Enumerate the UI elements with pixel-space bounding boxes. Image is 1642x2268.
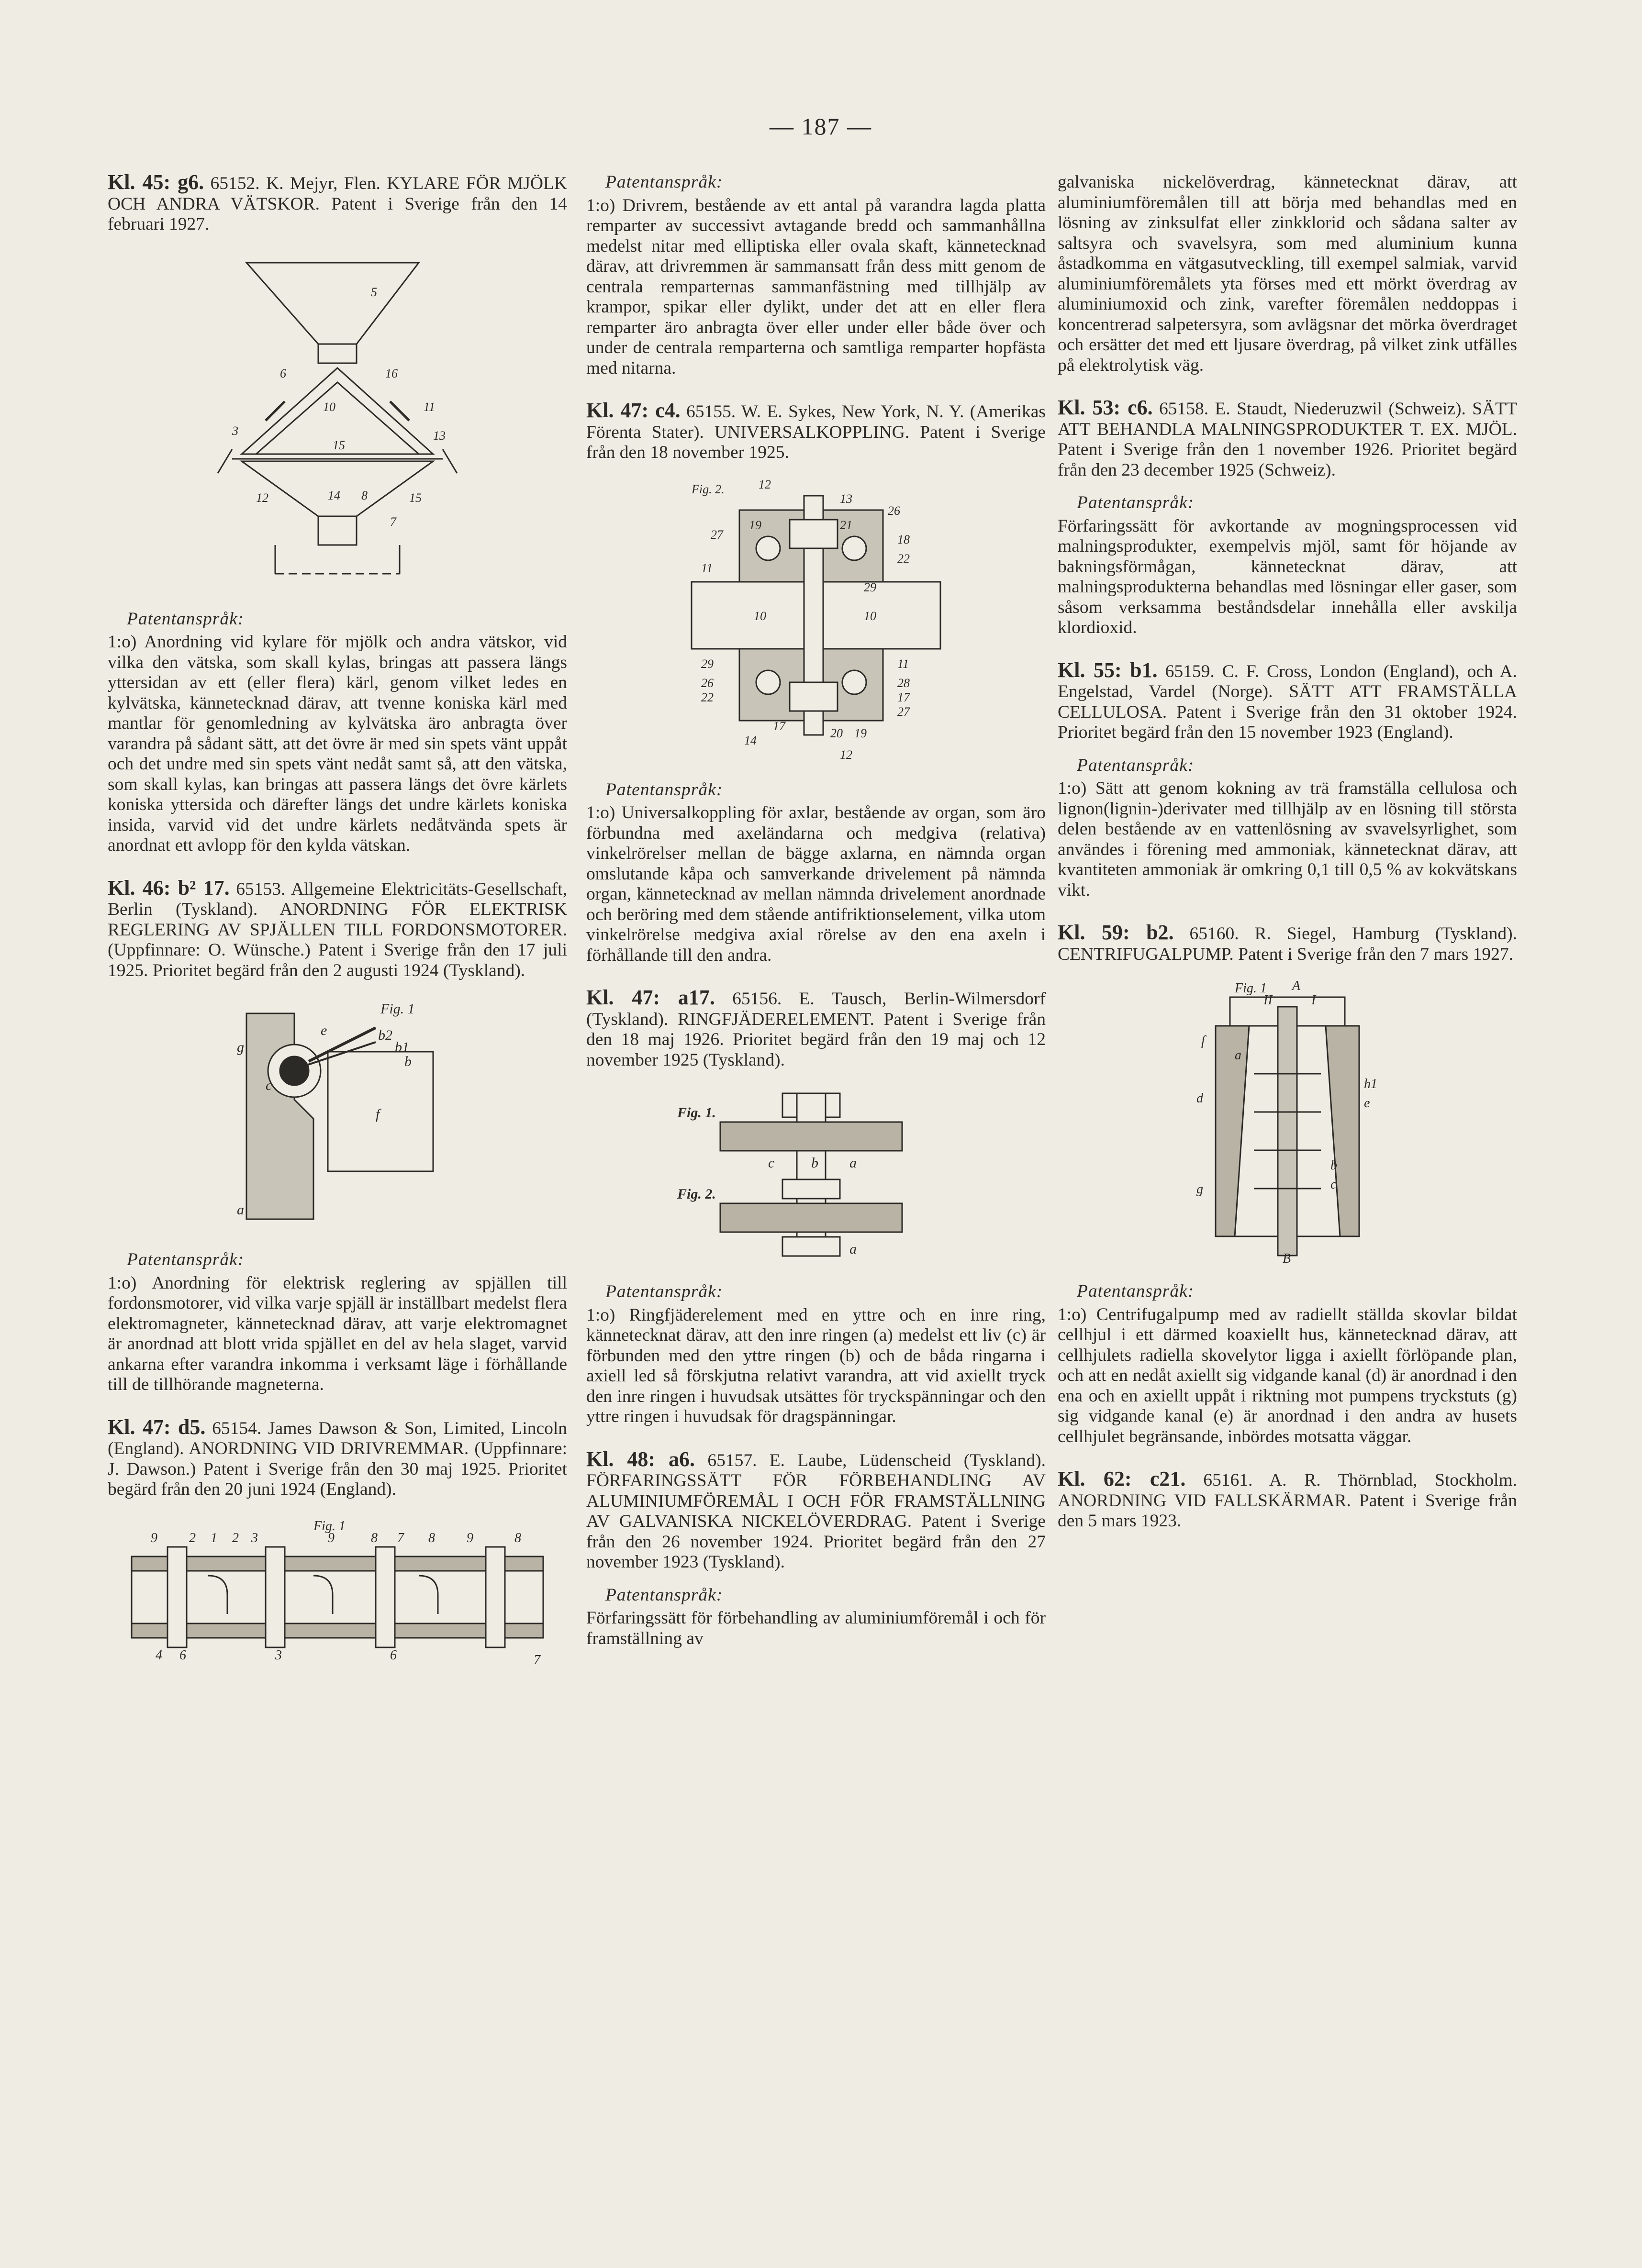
patent-entry-65159: [1058, 660, 1517, 901]
fig-label: B: [1283, 1251, 1291, 1265]
fig-label: Fig. 2.: [692, 482, 725, 496]
claim-continuation: galvaniska nickelöverdrag, kännetecknat därav, att aluminiumföremålen till att börja med behandlas med en lösning av zinksulfat eller zinkklorid och sådana salter av saltsyra och svavelsyra, som med aluminium kunna åstadkomma en vätgasutveckling, till exempel salmiak, varvid aluminiumföremålets yta förses med ett mörkt överdrag av aluminiumoxid och zink, varefter föremålen neddoppas i koncentrerad salpetersyra, som avlägsnar det mörka överdraget och ersätter det med ett ljusare överdrag, på vilket zink utfälles på elektrolytisk väg.: [1058, 172, 1517, 375]
fig-label: c: [266, 1078, 272, 1093]
fig-label: 12: [840, 747, 852, 762]
fig-label: a: [849, 1155, 857, 1171]
patent-entry-65154-claim: [586, 172, 1046, 378]
fig-label: Fig. 2.: [677, 1186, 716, 1202]
claim-text: Förfaringssätt för förbehandling av aluminiumföremål i och för framställning av: [586, 1608, 1046, 1648]
fig-label: 4: [156, 1647, 162, 1663]
fig-label: 28: [897, 676, 910, 690]
fig-label: e: [1364, 1096, 1370, 1111]
patent-entry-65156: [586, 988, 1046, 1427]
fig-label: 6: [280, 366, 286, 380]
fig-label: Fig. 1.: [677, 1105, 716, 1121]
fig-label: 9: [151, 1530, 157, 1545]
claim-text: 1:o) Anordning för elektrisk reglering av spjällen till fordonsmotorer, vid vilka varje spjäll är inställbart medelst flera elektromagneter, kännetecknad därav, att varje elektromagnet är anordnad att blott vrida spjället en del av hela slaget, varvid ankarna efter varandra inkomma i verksamt läge i förhållande till de tillhörande magneterna.: [108, 1273, 567, 1394]
claim-text: Förfaringssätt för avkortande av mogningsprocessen vid malningsprodukter, exempelvis mjöl, samt för höjande av bakningsförmågan, kännetecknat därav, att malningsprodukterna behandlas med lösningar eller gaser, som såsom verksamma beståndsdelar innehålla eller avskilja klordioxid.: [1058, 516, 1517, 637]
class-label: Kl. 46: b² 17.: [108, 876, 230, 900]
spring-figure: [672, 1084, 960, 1266]
fig-label: 12: [759, 477, 771, 491]
fig-label: b2: [378, 1027, 392, 1043]
patent-entry-65154: [108, 1417, 567, 1671]
fig-label: Fig. 1: [1235, 981, 1267, 996]
fig-label: 15: [409, 490, 422, 505]
fig-label: 7: [534, 1652, 540, 1668]
claim-heading: Patentanspråk:: [605, 779, 723, 800]
column-2: [586, 172, 1046, 1671]
fig-label: 3: [275, 1647, 282, 1663]
fig-label: a: [849, 1241, 857, 1257]
fig-label: 21: [840, 518, 852, 532]
fig-label: 7: [390, 514, 396, 529]
fig-label: b: [1330, 1158, 1337, 1173]
fig-label: 17: [773, 719, 785, 733]
claim-heading: Patentanspråk:: [127, 609, 245, 629]
fig-label: b1: [395, 1039, 409, 1055]
fig-label: 18: [897, 532, 910, 546]
entry-text: 65159. C. F. Cross, London (England), och A. Engelstad, Vardel (Norge). SÄTT ATT FRAMSTÄLLA CELLULOSA. Patent i Sverige från den 31 oktober 1924. Prioritet begärd från den 15 november 1923 (England).: [1058, 661, 1518, 742]
fig-label: Fig. 1: [313, 1518, 346, 1534]
fig-label: b: [404, 1054, 412, 1069]
fig-label: Fig. 1: [380, 1001, 415, 1017]
patent-entry-65158: [1058, 398, 1517, 638]
fig-label: 26: [888, 503, 900, 518]
fig-label: 10: [754, 609, 766, 623]
class-label: Kl. 55: b1.: [1058, 658, 1158, 682]
entry-text: 65154. James Dawson & Son, Limited, Lincoln (England). ANORDNING VID DRIVREMMAR. (Uppfinnare: J. Dawson.) Patent i Sverige från den 30 maj 1925. Prioritet begärd från den 20 juni 1924 (England).: [108, 1418, 568, 1499]
cooler-figure: [213, 248, 462, 593]
fig-label: 13: [433, 428, 446, 443]
patent-entry-65160: [1058, 923, 1517, 1447]
fig-label: 11: [424, 400, 436, 414]
fig-label: 14: [328, 488, 340, 502]
claim-text: 1:o) Anordning vid kylare för mjölk och andra vätskor, vid vilka den vätska, som skall kylas, bringas att passera längs yttersidan av ett (eller flera) kärl, genom vilket ledes en kylvätska, kännetecknad därav, att tvenne koniska kärl med mantlar för genomledning av kylvätska äro anbragta över varandra på sådant sätt, att det övre är med sin spets vänt uppåt och det undre med sin spets vänt nedåt samt så, att den vätska, som skall kylas, kan bringas att passera längs det övre kärlets koniska yttersida och därefter längs det undre kärlets koniska insida, varvid vid det undre kärlets nedåtvända spets är anordnat ett avlopp för den kylda vätskan.: [108, 632, 567, 855]
belt-figure: [122, 1513, 553, 1671]
fig-label: 9: [328, 1530, 335, 1545]
fig-label: 5: [371, 285, 377, 299]
entry-text: 65153. Allgemeine Elektricitäts-Gesellschaft, Berlin (Tyskland). ANORDNING FÖR ELEKTRISK REGLERING AV SPJÄLLEN TILL FORDONSMOTORER. (Uppfinnare: O. Wünsche.) Patent i Sverige från den 17 juli 1925. Prioritet begärd från den 2 augusti 1924 (Tyskland).: [108, 879, 567, 980]
claim-text: 1:o) Drivrem, bestående av ett antal på varandra lagda platta remparter av successivt avtagande bredd och sammanhållna medelst nitar med elliptiska eller ovala skaft, kännetecknad därav, att drivremmen är sammansatt från dess mitt genom de centrala remparternas sammanfästning med tillhjälp av krampor, spikar eller dylikt, under det att en eller flera remparter äro anbragta över eller under eller både över och under de centrala remparterna och samtliga remparter hopfästa med nitarna.: [586, 195, 1046, 378]
entry-text: 65157. E. Laube, Lüdenscheid (Tyskland). FÖRFARINGSSÄTT FÖR FÖRBEHANDLING AV ALUMINIUMFÖREMÅL I OCH FÖR FRAMSTÄLLNING AV GALVANISKA NICKELÖVERDRAG. Patent i Sverige från den 26 november 1924. Prioritet begärd från den 27 november 1923 (Tyskland).: [586, 1450, 1046, 1572]
claim-heading: Patentanspråk:: [605, 1282, 723, 1301]
class-label: Kl. 53: c6.: [1058, 396, 1153, 419]
column-1: [108, 172, 567, 1693]
fig-label: 8: [514, 1530, 521, 1545]
fig-label: 17: [897, 690, 910, 704]
patent-entry-65152: [108, 172, 567, 856]
fig-label: f: [1201, 1034, 1205, 1048]
class-label: Kl. 45: g6.: [108, 170, 204, 194]
fig-label: 22: [701, 690, 714, 704]
claim-heading: Patentanspråk:: [1077, 493, 1195, 512]
class-label: Kl. 48: a6.: [586, 1447, 695, 1471]
patent-entry-65157-continued: [1058, 172, 1517, 376]
pump-figure: [1187, 978, 1388, 1265]
fig-label: 3: [232, 423, 238, 438]
claim-heading: Patentanspråk:: [605, 172, 723, 192]
fig-label: 29: [701, 656, 714, 671]
patent-entry-65153: [108, 878, 567, 1395]
fig-label: b: [811, 1155, 818, 1171]
class-label: Kl. 59: b2.: [1058, 921, 1174, 944]
fig-label: a: [237, 1202, 244, 1218]
entry-text: 65161. A. R. Thörnblad, Stockholm. ANORDNING VID FALLSKÄRMAR. Patent i Sverige från den 5 mars 1923.: [1058, 1470, 1518, 1531]
fig-label: 9: [467, 1530, 473, 1545]
fig-label: 6: [179, 1647, 186, 1663]
claim-text: 1:o) Universalkoppling för axlar, bestående av organ, som äro förbundna med axeländarna och medgiva (relativa) vinkelrörelser mellan de bägge axlarna, en nämnda organ omslutande kåpa och samverkande drivelement på nämnda organ, kännetecknad av mellan nämnda drivelement anordnade och beröring med dem stående antifriktionselement, vilka utom vinkelrörelse medgiva axial rörelse av den ena axeln i förhållande till den andra.: [586, 803, 1046, 965]
fig-label: 15: [333, 438, 345, 452]
fig-label: 27: [711, 527, 723, 542]
class-label: Kl. 47: d5.: [108, 1415, 206, 1439]
claim-text: 1:o) Centrifugalpump med av radiellt ställda skovlar bildat cellhjul i ett därmed koaxiellt hus, kännetecknad därav, att cellhjulets radiella skovelytor ligga i axiellt förlöpande plan, och att en nedåt axiellt sig vidgande kanal (d) är anordnad i den ena och en axiellt uppåt i riktning mot pumpens tryckstuts (g) sig vidgande kanal (e) är anordnad i den andra av husets cellhjulet begränsande, inbördes motsatta väggar.: [1058, 1304, 1517, 1446]
patent-entry-65155: [586, 400, 1046, 966]
fig-label: 1: [211, 1530, 217, 1545]
fig-label: A: [1292, 978, 1301, 993]
fig-label: d: [1196, 1091, 1203, 1106]
class-label: Kl. 47: a17.: [586, 986, 715, 1009]
fig-label: f: [376, 1106, 380, 1122]
fig-label: c: [1330, 1177, 1337, 1192]
entry-text: 65160. R. Siegel, Hamburg (Tyskland). CENTRIFUGALPUMP. Patent i Sverige från den 7 mars 1927.: [1058, 924, 1517, 964]
patent-entry-65161: [1058, 1469, 1517, 1532]
claim-text: 1:o) Sätt att genom kokning av trä framställa cellulosa och lignon(lignin-)derivater med tillhjälp av en lösning till största delen bestående av en vattenlösning av svavelsyrlighet, som användes i förening med ammoniak, kännetecknat därav, att kvantiteten ammoniak är omkring 0,1 till 0,5 % av kokvätskans vikt.: [1058, 778, 1517, 900]
fig-label: 19: [749, 518, 761, 532]
fig-label: 19: [854, 726, 867, 740]
entry-text: 65158. E. Staudt, Niederuzwil (Schweiz). SÄTT ATT BEHANDLA MALNINGSPRODUKTER T. EX. MJÖL. Patent i Sverige från den 1 november 1926. Prioritet begärd från den 23 december 1925 (Schweiz).: [1058, 399, 1517, 480]
class-label: Kl. 47: c4.: [586, 399, 681, 422]
fig-label: a: [1235, 1048, 1241, 1063]
fig-label: 3: [251, 1530, 258, 1545]
fig-label: 29: [864, 580, 876, 594]
claim-heading: Patentanspråk:: [1077, 755, 1195, 775]
fig-label: II: [1263, 993, 1273, 1008]
fig-label: 13: [840, 491, 852, 506]
class-label: Kl. 62: c21.: [1058, 1467, 1186, 1490]
fig-label: 11: [897, 656, 909, 671]
fig-label: 6: [390, 1647, 397, 1663]
entry-text: 65155. W. E. Sykes, New York, N. Y. (Amerikas Förenta Stater). UNIVERSALKOPPLING. Patent i Sverige från den 18 november 1925.: [586, 402, 1046, 462]
claim-text: 1:o) Ringfjäderelement med en yttre och en inre ring, kännetecknat därav, att den inre ringen (a) medelst ett liv (c) är förbunden med den yttre ringen (b) och de båda ringarna i axiell led så förskjutna relativt varandra, att vid axiellt tryck den inre ringen i huvudsak utsättes för tryckspänningar och den yttre ringen i huvudsak för dragspänningar.: [586, 1305, 1046, 1426]
fig-label: g: [1196, 1182, 1203, 1197]
page-number: — 187 —: [770, 113, 872, 140]
fig-label: 12: [256, 490, 268, 505]
fig-label: 27: [897, 704, 910, 719]
column-3: [1058, 172, 1517, 1554]
entry-text: 65156. E. Tausch, Berlin-Wilmersdorf (Tyskland). RINGFJÄDERELEMENT. Patent i Sverige från den 18 maj 1926. Prioritet begärd från den 19 maj och 12 november 1925 (Tyskland).: [586, 989, 1046, 1070]
patent-entry-65157: [586, 1449, 1046, 1649]
fig-label: I: [1311, 993, 1316, 1008]
fig-label: c: [768, 1155, 775, 1171]
fig-label: 26: [701, 676, 714, 690]
claim-heading: Patentanspråk:: [1077, 1281, 1195, 1301]
damper-figure: [218, 994, 457, 1234]
fig-label: 14: [744, 733, 757, 747]
entry-text: 65152. K. Mejyr, Flen. KYLARE FÖR MJÖLK OCH ANDRA VÄTSKOR. Patent i Sverige från den 14 februari 1927.: [108, 174, 567, 234]
fig-label: h1: [1364, 1077, 1377, 1091]
fig-label: 2: [189, 1530, 196, 1545]
coupling-figure: [682, 477, 950, 764]
fig-label: 10: [864, 609, 876, 623]
fig-label: 2: [232, 1530, 239, 1545]
fig-label: 11: [701, 561, 713, 575]
fig-label: g: [237, 1039, 244, 1055]
fig-label: 7: [397, 1530, 404, 1545]
claim-heading: Patentanspråk:: [605, 1585, 723, 1605]
fig-label: 8: [361, 488, 368, 502]
claim-heading: Patentanspråk:: [127, 1250, 245, 1269]
fig-label: e: [321, 1023, 327, 1038]
fig-label: 10: [323, 400, 335, 414]
fig-label: 8: [371, 1530, 378, 1545]
fig-label: 16: [385, 366, 398, 380]
fig-label: 20: [830, 726, 843, 740]
fig-label: 8: [428, 1530, 435, 1545]
fig-label: 22: [897, 551, 910, 566]
